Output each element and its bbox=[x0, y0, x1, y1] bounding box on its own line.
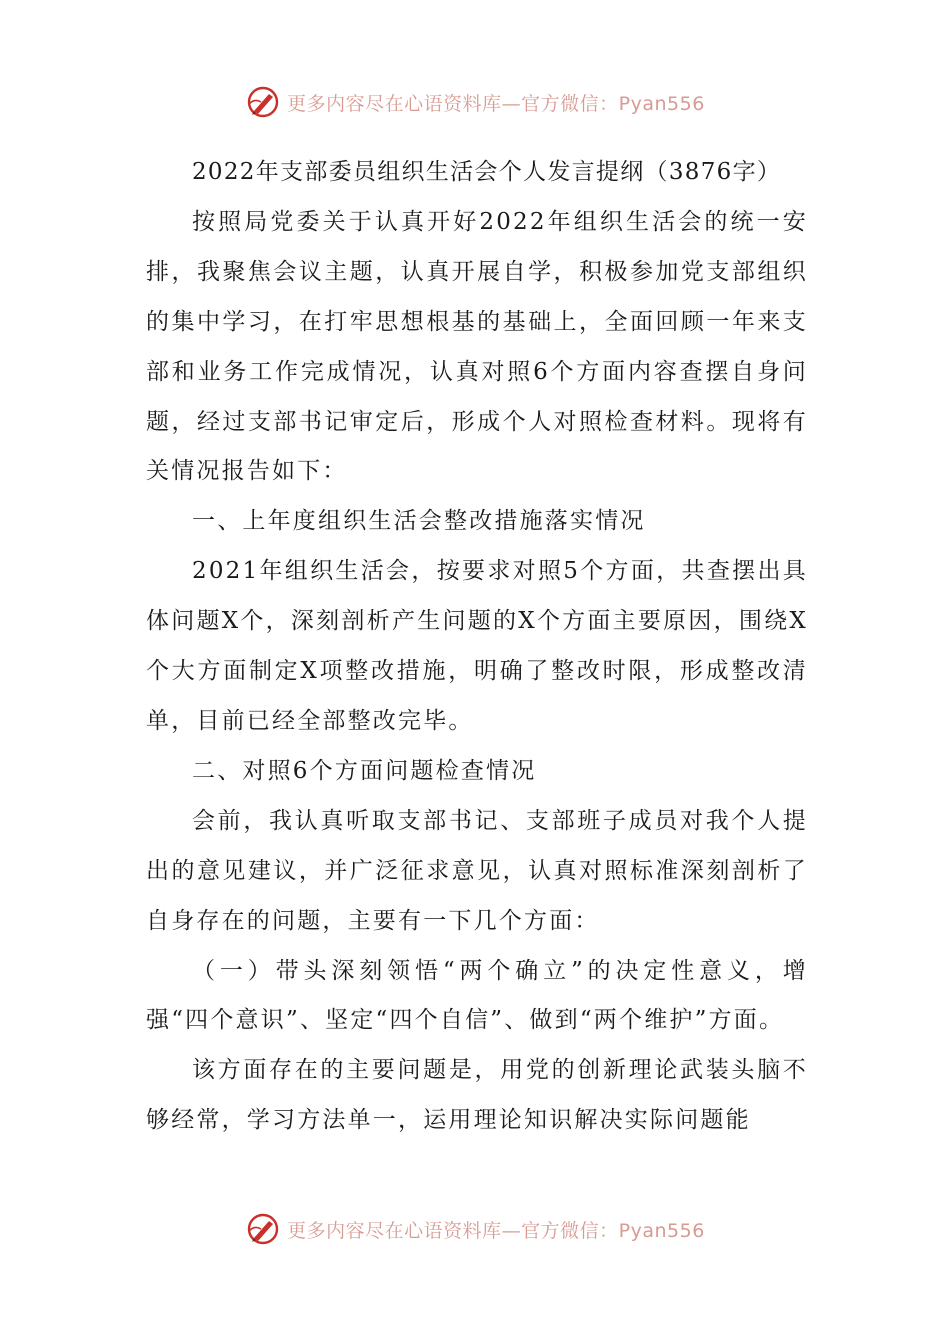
watermark-text: 更多内容尽在心语资料库—官方微信：Pyan556 bbox=[287, 92, 705, 115]
paragraph-subsection-1: 该方面存在的主要问题是，用党的创新理论武装头脑不够经常，学习方法单一，运用理论知识解决实际问题能 bbox=[146, 1057, 808, 1134]
pen-logo-icon bbox=[245, 1211, 281, 1247]
watermark-banner-bottom bbox=[0, 1211, 950, 1247]
watermark-text: 更多内容尽在心语资料库—官方微信：Pyan556 bbox=[287, 1219, 705, 1242]
document-body bbox=[146, 148, 808, 1146]
watermark-banner-top bbox=[0, 84, 950, 120]
paragraph-section-1: 2021年组织生活会，按要求对照5个方面，共查摆出具体问题X个，深刻剖析产生问题的X个方面主要原因，围绕X个大方面制定X项整改措施，明确了整改时限，形成整改清单，目前已经全部整改完毕。 bbox=[146, 558, 808, 734]
pen-logo-icon bbox=[245, 84, 281, 120]
page-title: 2022年支部委员组织生活会个人发言提纲（3876字） bbox=[192, 159, 782, 185]
subsection-heading-1: （一）带头深刻领悟“两个确立”的决定性意义，增强“四个意识”、坚定“四个自信”、做到“两个维护”方面。 bbox=[146, 957, 808, 1034]
section-heading-2: 二、对照6个方面问题检查情况 bbox=[192, 757, 537, 784]
paragraph-section-2: 会前，我认真听取支部书记、支部班子成员对我个人提出的意见建议，并广泛征求意见，认真对照标准深刻剖析了自身存在的问题，主要有一下几个方面： bbox=[146, 807, 808, 934]
paragraph-intro: 按照局党委关于认真开好2022年组织生活会的统一安排，我聚焦会议主题，认真开展自学，积极参加党支部组织的集中学习，在打牢思想根基的基础上，全面回顾一年来支部和业务工作完成情况，认真对照6个方面内容查摆自身问题，经过支部书记审定后，形成个人对照检查材料。现将有关情况报告如下： bbox=[146, 208, 808, 485]
section-heading-1: 一、上年度组织生活会整改措施落实情况 bbox=[192, 508, 646, 535]
